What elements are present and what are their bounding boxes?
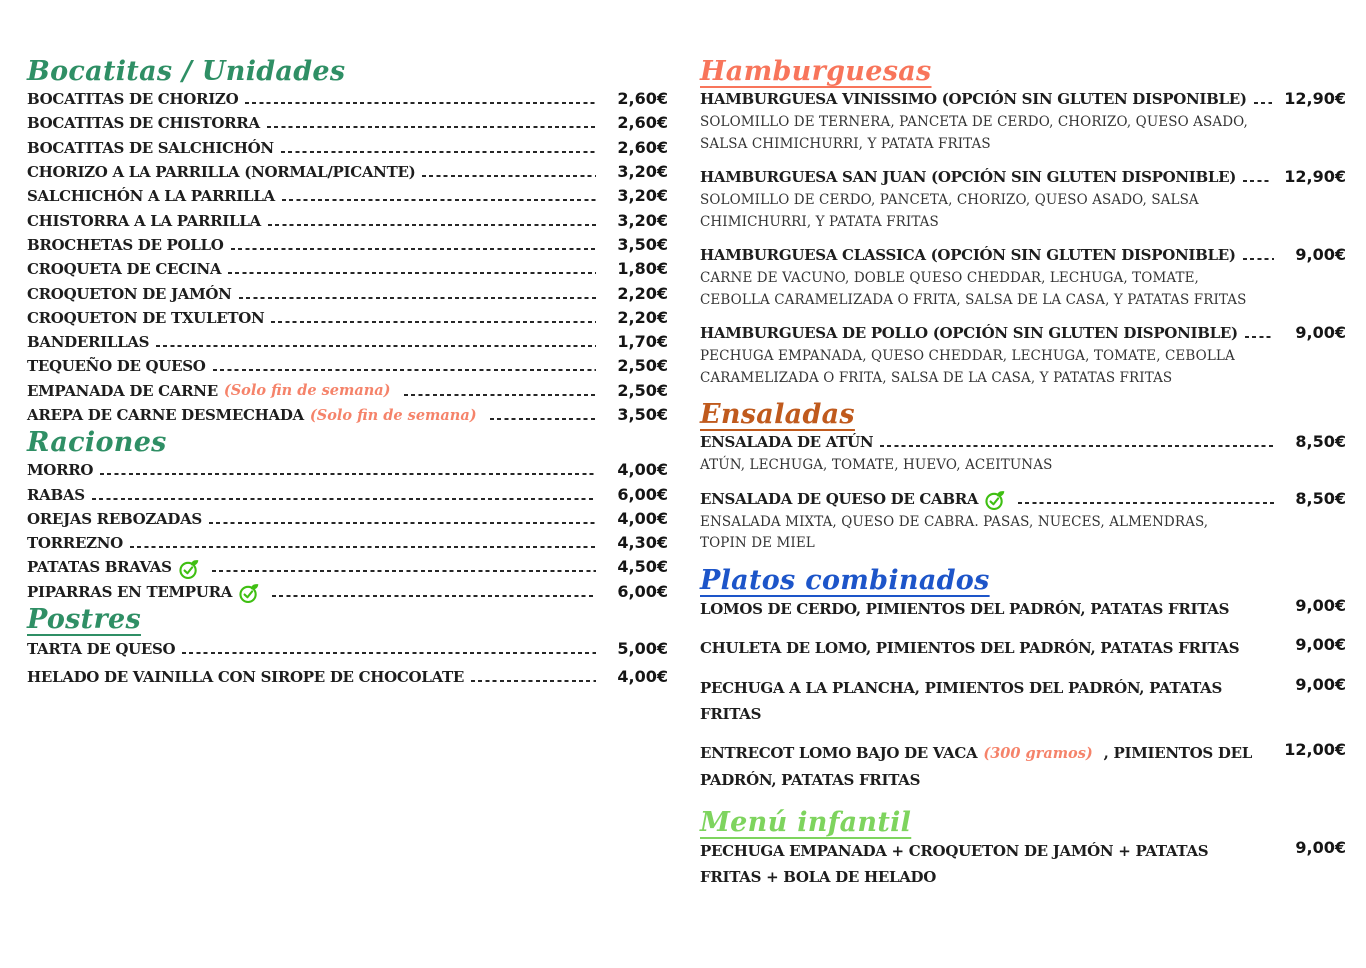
section-title-hamburguesas: Hamburguesas [700,56,932,87]
postres-item-list [27,635,668,691]
item-price: 12,90€ [1284,89,1346,108]
item-name: BANDERILLAS [27,333,150,352]
item-description: ENSALADA MIXTA, QUESO DE CABRA. PASAS, NUECES, ALMENDRAS, TOPIN DE MIEL [700,513,1209,551]
dotted-leader [272,595,596,597]
menu-item [27,507,668,531]
item-price: 12,90€ [1284,167,1346,186]
item-price: 2,60€ [617,89,668,109]
item-price: 1,80€ [617,259,668,279]
item-price: 9,00€ [1295,635,1346,654]
dotted-leader [404,394,596,396]
menu-item [27,403,668,427]
item-price: 2,50€ [617,356,668,376]
item-price: 4,50€ [617,557,668,577]
item-name: CROQUETON DE JAMÓN [27,284,232,303]
dotted-leader [100,473,596,475]
item-name-block [700,596,1278,622]
hamburguesas-item-list [700,87,1346,389]
item-description: SOLOMILLO DE TERNERA, PANCETA DE CERDO, CHORIZO, QUESO ASADO, SALSA CHIMICHURRI, Y PATATA FRITAS [700,114,1248,152]
item-price: 2,60€ [617,137,668,157]
menu-item [27,635,668,663]
dotted-leader [182,652,596,654]
menu-item [27,306,668,330]
dotted-leader [880,445,1274,447]
item-price: 8,50€ [1295,432,1346,451]
menu-item-group [700,321,1346,389]
dotted-leader [212,570,596,572]
item-price: 3,50€ [617,234,668,254]
menu-item [27,160,668,184]
item-name-block [700,838,1278,890]
item-price: 9,00€ [1295,245,1346,264]
item-name: TORREZNO [27,534,123,553]
section-title-raciones: Raciones [27,427,167,459]
item-name: PIPARRAS EN TEMPURA [27,582,233,601]
section-title-platos-combinados: Platos combinados [700,564,990,596]
dotted-leader [268,224,596,226]
item-description: CARNE DE VACUNO, DOBLE QUESO CHEDDAR, LECHUGA, TOMATE, CEBOLLA CARAMELIZADA O FRITA, SALSA DE LA CASA, Y PATATAS FRITAS [700,270,1247,308]
dotted-leader [92,498,596,500]
dotted-leader [490,418,596,420]
item-name: CHORIZO A LA PARRILLA (NORMAL/PICANTE) [27,163,416,182]
dotted-leader [130,546,596,548]
menu-item [27,257,668,281]
item-name-block [700,740,1276,793]
dotted-leader [1018,502,1274,504]
right-column [700,56,1346,903]
item-name: LOMOS DE CERDO, PIMIENTOS DEL PADRÓN, PATATAS FRITAS [700,599,1230,618]
item-name: HAMBURGUESA DE POLLO (OPCIÓN SIN GLUTEN DISPONIBLE) [700,324,1238,342]
item-price: 3,20€ [617,162,668,182]
menu-item [27,580,668,604]
item-price: 9,00€ [1295,323,1346,342]
menu-item [700,740,1346,793]
item-description: SOLOMILLO DE CERDO, PANCETA, CHORIZO, QUESO ASADO, SALSA CHIMICHURRI, Y PATATA FRITAS [700,192,1199,230]
item-price: 2,60€ [617,113,668,133]
item-description: ATÚN, LECHUGA, TOMATE, HUEVO, ACEITUNAS [700,457,1053,473]
item-name: RABAS [27,485,85,504]
menu-item [700,596,1346,622]
menu-item [27,379,668,403]
dotted-leader [245,102,596,104]
item-name: ENSALADA DE ATÚN [700,433,874,451]
item-name: CROQUETON DE TXULETON [27,308,265,327]
menu-item [27,111,668,135]
item-name: OREJAS REBOZADAS [27,509,202,528]
menu-item [27,458,668,482]
item-name-block [700,635,1278,661]
menu-item [27,208,668,232]
menu-item-group [700,487,1346,555]
dotted-leader [422,175,596,177]
platos-combinados-item-list [700,596,1346,794]
item-name: SALCHICHÓN A LA PARRILLA [27,187,275,206]
menu-item [27,87,668,111]
item-price: 3,20€ [617,186,668,206]
menu-item [27,184,668,208]
item-name: CROQUETA DE CECINA [27,260,222,279]
menu-item-group [700,430,1346,477]
menu-item [27,555,668,579]
menu-item [27,281,668,305]
menu-item [27,354,668,378]
menu-item [700,487,1346,511]
dotted-leader [1245,336,1274,338]
vegan-leaf-icon [984,490,1005,511]
menu-item [700,87,1346,111]
item-name: HAMBURGUESA SAN JUAN (OPCIÓN SIN GLUTEN DISPONIBLE) [700,168,1237,186]
item-price: 9,00€ [1295,595,1346,615]
item-price: 6,00€ [617,484,668,504]
vegan-leaf-icon [178,559,199,580]
dotted-leader [231,248,596,250]
item-name: BOCATITAS DE CHORIZO [27,90,239,109]
menu-item [27,663,668,691]
item-name-continued: , PIMIENTOS DEL PADRÓN, PATATAS FRITAS [700,744,1257,789]
item-price: 4,30€ [617,533,668,553]
item-price: 6,00€ [617,581,668,601]
item-name: CHISTORRA A LA PARRILLA [27,211,261,230]
ensaladas-item-list [700,430,1346,555]
dotted-leader [1243,258,1274,260]
item-name: CHULETA DE LOMO, PIMIENTOS DEL PADRÓN, PATATAS FRITAS [700,639,1240,657]
menu-item [700,635,1346,661]
item-name: HAMBURGUESA CLASSICA (OPCIÓN SIN GLUTEN DISPONIBLE) [700,246,1236,264]
dotted-leader [1243,180,1272,182]
item-price: 3,50€ [617,405,668,424]
menu-item-group [700,165,1346,233]
left-column [27,56,668,691]
menu-item-group [700,243,1346,311]
menu-item [700,165,1346,189]
item-name: BOCATITAS DE SALCHICHÓN [27,138,274,157]
menu-item [700,430,1346,454]
section-title-postres: Postres [27,603,141,635]
item-name: PATATAS BRAVAS [27,558,172,577]
item-name-block [700,675,1278,727]
bocatitas-item-list [27,87,668,427]
item-price: 3,20€ [617,210,668,230]
item-name: HELADO DE VAINILLA CON SIROPE DE CHOCOLATE [27,667,465,686]
item-price: 4,00€ [617,666,668,686]
item-name: HAMBURGUESA VINISSIMO (OPCIÓN SIN GLUTEN DISPONIBLE) [700,90,1247,108]
menu-item [27,531,668,555]
item-price: 2,20€ [617,283,668,303]
dotted-leader [1254,102,1273,104]
item-name: AREPA DE CARNE DESMECHADA [27,406,304,424]
item-name: TARTA DE QUESO [27,639,176,658]
dotted-leader [156,345,596,347]
dotted-leader [209,522,596,524]
menu-item [700,321,1346,345]
item-name: EMPANADA DE CARNE [27,381,218,400]
item-name: PECHUGA A LA PLANCHA, PIMIENTOS DEL PADRÓN, PATATAS FRITAS [700,678,1227,723]
item-note: (300 gramos) [983,745,1093,762]
item-price: 9,00€ [1295,674,1346,694]
dotted-leader [213,369,596,371]
menu-infantil-item-list [700,838,1346,890]
dotted-leader [267,126,596,128]
menu-item [700,838,1346,890]
item-note: (Solo fin de semana) [223,382,391,400]
item-price: 4,00€ [617,460,668,480]
item-description: PECHUGA EMPANADA, QUESO CHEDDAR, LECHUGA, TOMATE, CEBOLLA CARAMELIZADA O FRITA, SALSA DE LA CASA, Y PATATAS FRITAS [700,348,1235,386]
menu-item [27,482,668,506]
item-price: 2,20€ [617,307,668,327]
item-name: PECHUGA EMPANADA + CROQUETON DE JAMÓN + PATATAS FRITAS + BOLA DE HELADO [700,841,1214,886]
item-name: ENTRECOT LOMO BAJO DE VACA [700,744,978,762]
dotted-leader [471,680,596,682]
item-name: TEQUEÑO DE QUESO [27,357,206,376]
item-price: 2,50€ [617,380,668,400]
menu-item [27,330,668,354]
dotted-leader [281,151,596,153]
raciones-item-list [27,458,668,604]
menu-item-group [700,87,1346,155]
item-note: (Solo fin de semana) [309,406,477,424]
item-name: ENSALADA DE QUESO DE CABRA [700,489,979,508]
section-title-menu-infantil: Menú infantil [700,806,912,838]
menu-item [700,243,1346,267]
section-title-bocatitas-unidades: Bocatitas / Unidades [27,56,346,87]
item-name: BOCATITAS DE CHISTORRA [27,114,260,133]
section-title-ensaladas: Ensaladas [700,399,855,430]
vegan-leaf-icon [238,583,259,604]
menu-item [27,233,668,257]
item-price: 5,00€ [617,638,668,658]
item-price: 12,00€ [1284,740,1346,759]
menu-item [27,136,668,160]
dotted-leader [271,321,596,323]
dotted-leader [282,199,596,201]
item-name: BROCHETAS DE POLLO [27,235,224,254]
item-price: 8,50€ [1295,488,1346,508]
dotted-leader [228,272,596,274]
dotted-leader [239,297,596,299]
item-price: 9,00€ [1295,837,1346,857]
item-name: MORRO [27,461,94,480]
item-price: 1,70€ [617,332,668,352]
item-price: 4,00€ [617,508,668,528]
menu-item [700,675,1346,727]
